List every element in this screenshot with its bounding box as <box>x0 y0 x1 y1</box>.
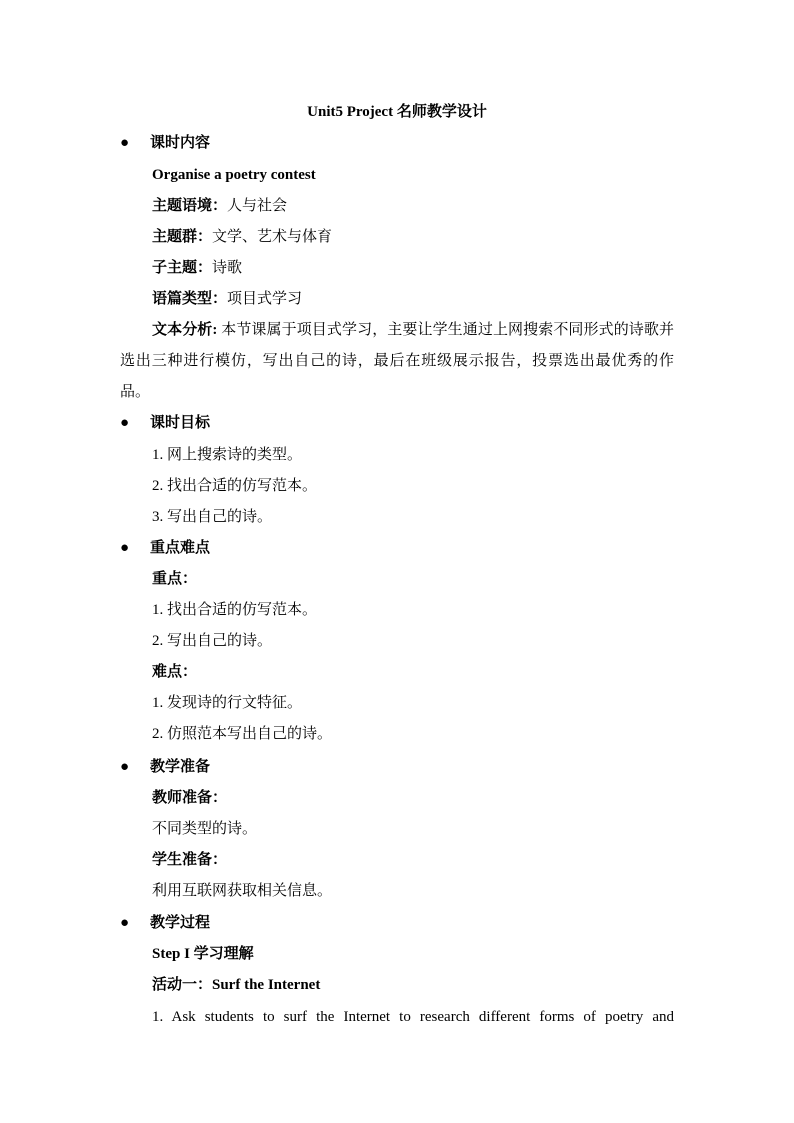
student-prep-label: 学生准备： <box>152 852 228 868</box>
teacher-prep-text: 不同类型的诗。 <box>152 821 258 837</box>
bullet-icon: ● <box>120 540 130 556</box>
student-prep-text: 利用互联网获取相关信息。 <box>152 883 333 899</box>
process-activity-heading: 活动一：Surf the Internet <box>152 977 321 993</box>
bullet-icon: ● <box>120 759 130 775</box>
lesson-subtitle: Organise a poetry contest <box>152 167 316 183</box>
bullet-icon: ● <box>120 135 130 151</box>
section-heading-content: 课时内容 <box>150 135 211 151</box>
objective-item: 1. 网上搜索诗的类型。 <box>152 447 303 463</box>
theme-context-value: 人与社会 <box>227 198 288 214</box>
text-analysis-body: 本节课属于项目式学习，主要让学生通过上网搜索不同形式的诗歌并选出三种进行模仿，写出自己的诗，最后在班级展示报告，投票选出最优秀的作品。 <box>120 322 674 400</box>
bullet-icon: ● <box>120 915 130 931</box>
section-heading-key-points: 重点难点 <box>150 540 211 556</box>
section-heading-preparation: 教学准备 <box>150 759 211 775</box>
section-heading-process: 教学过程 <box>150 915 211 931</box>
key-point-item: 2. 写出自己的诗。 <box>152 633 273 649</box>
text-analysis-label: 文本分析: <box>152 322 218 338</box>
teacher-prep-label: 教师准备： <box>152 790 228 806</box>
theme-group-label: 主题群： <box>152 229 213 245</box>
text-type-row <box>152 288 302 310</box>
difficult-point-item: 2. 仿照范本写出自己的诗。 <box>152 726 333 742</box>
subtheme-value: 诗歌 <box>212 260 243 276</box>
theme-group-value: 文学、艺术与体育 <box>212 229 333 245</box>
key-point-item: 1. 找出合适的仿写范本。 <box>152 602 318 618</box>
subtheme-row <box>152 257 242 279</box>
subtheme-label: 子主题： <box>152 260 213 276</box>
theme-group-row <box>152 226 332 248</box>
theme-context-row <box>152 195 287 217</box>
document-title: Unit5 Project 名师教学设计 <box>307 104 487 120</box>
section-heading-objectives: 课时目标 <box>150 415 211 431</box>
objective-item: 2. 找出合适的仿写范本。 <box>152 478 318 494</box>
process-step-heading: Step I 学习理解 <box>152 946 254 962</box>
key-points-label: 重点： <box>152 571 198 587</box>
bullet-icon: ● <box>120 415 130 431</box>
text-analysis-paragraph <box>120 315 674 408</box>
text-type-value: 项目式学习 <box>227 291 303 307</box>
process-instruction-line: 1. Ask students to surf the Internet to research different forms of poetry and <box>152 1009 674 1025</box>
objective-item: 3. 写出自己的诗。 <box>152 509 273 525</box>
theme-context-label: 主题语境： <box>152 198 228 214</box>
difficult-point-item: 1. 发现诗的行文特征。 <box>152 695 303 711</box>
difficult-points-label: 难点： <box>152 664 198 680</box>
text-type-label: 语篇类型： <box>152 291 228 307</box>
